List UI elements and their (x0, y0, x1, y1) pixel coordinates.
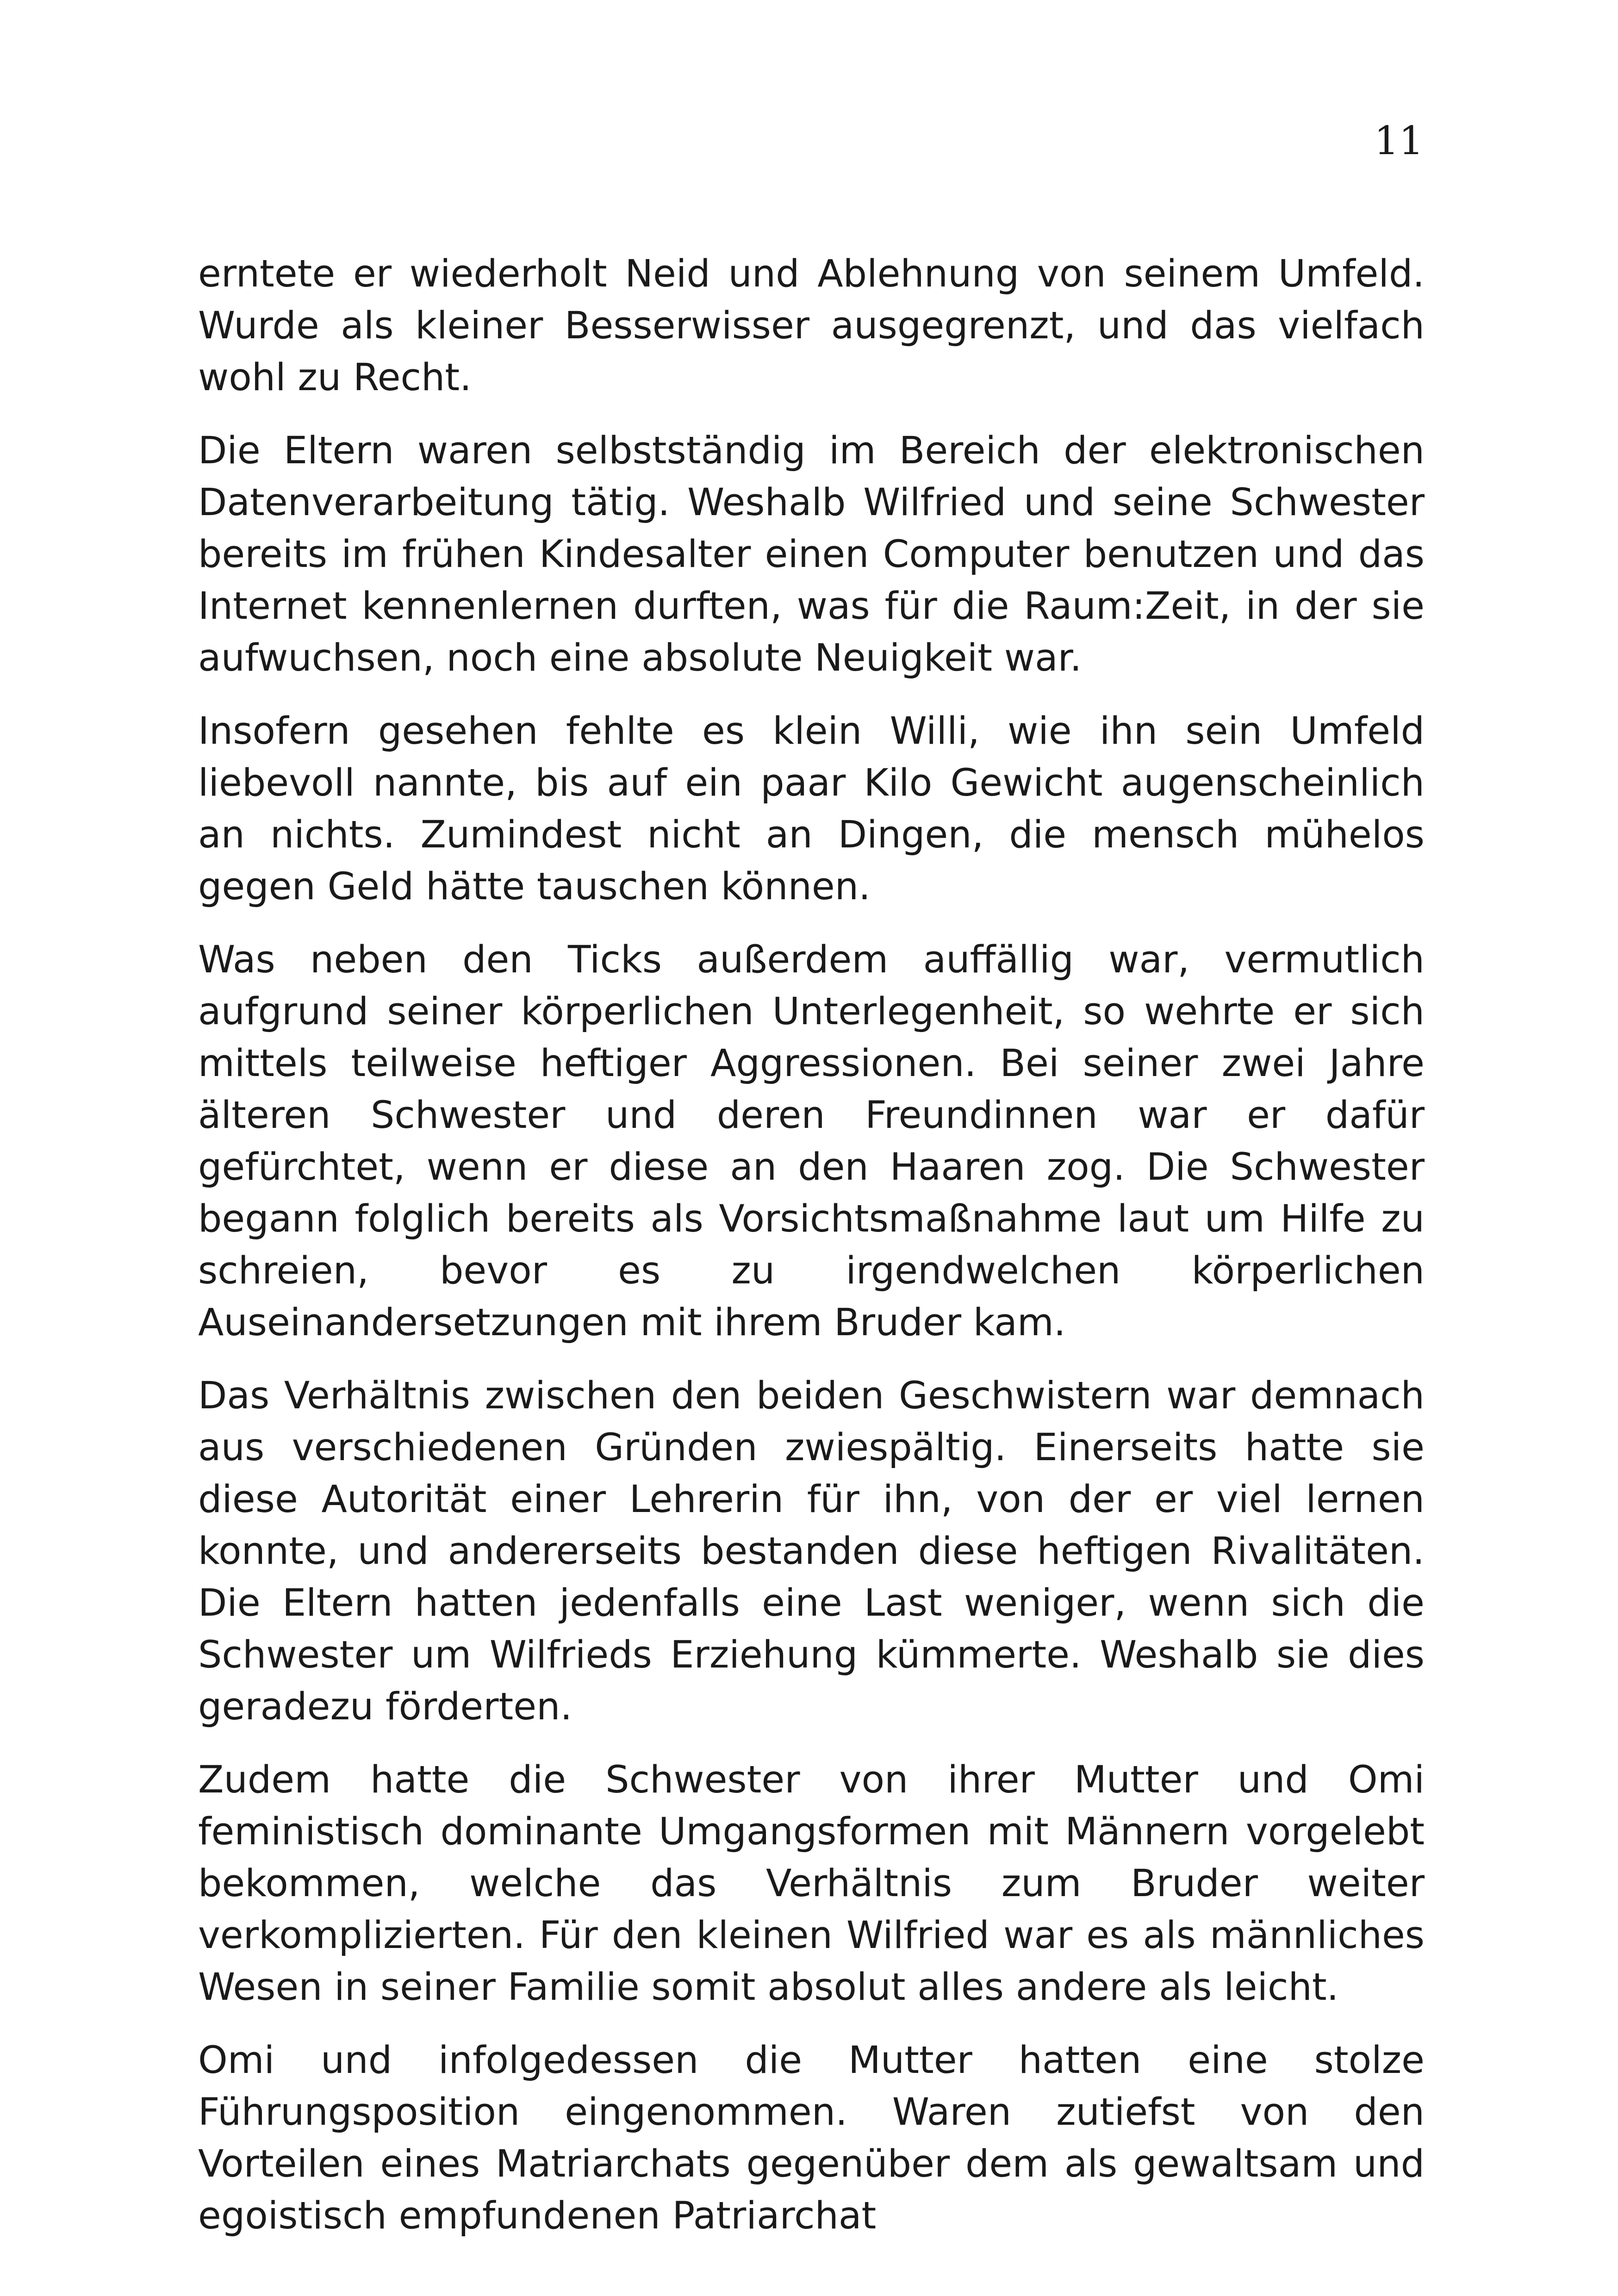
paragraph: Omi und infolgedessen die Mutter hatten eine stolze Führungsposition eingenommen. Waren zutiefst von den Vorteilen eines Matriarchats gegenüber dem als gewaltsam und egoistisch empfundenen Patriarchat (198, 2039, 1425, 2238)
paragraph: erntete er wiederholt Neid und Ablehnung von seinem Umfeld. Wurde als kleiner Besserwisser ausgegrenzt, und das vielfach wohl zu Recht. (198, 252, 1425, 399)
paragraph: Die Eltern waren selbstständig im Bereich der elektronischen Datenverarbeitung tätig. Weshalb Wilfried und seine Schwester bereits im frühen Kindesalter einen Computer benutzen und das Internet kennenlernen durften, was für die Raum:Zeit, in der sie aufwuchsen, noch eine absolute Neuigkeit war. (198, 429, 1425, 680)
paragraph: Das Verhältnis zwischen den beiden Geschwistern war demnach aus verschiedenen Gründen zwiespältig. Einerseits hatte sie diese Autorität einer Lehrerin für ihn, von der er viel lernen konnte, und andererseits bestanden diese heftigen Rivalitäten. Die Eltern hatten jedenfalls eine Last weniger, wenn sich die Schwester um Wilfrieds Erziehung kümmerte. Weshalb sie dies geradezu förderten. (198, 1374, 1425, 1729)
paragraph: Zudem hatte die Schwester von ihrer Mutter und Omi feministisch dominante Umgangsformen mit Männern vorgelebt bekommen, welche das Verhältnis zum Bruder weiter verkomplizierten. Für den kleinen Wilfried war es als männliches Wesen in seiner Familie somit absolut alles andere als leicht. (198, 1758, 1425, 2009)
paragraph: Was neben den Ticks außerdem auffällig war, vermutlich aufgrund seiner körperlichen Unterlegenheit, so wehrte er sich mittels teilweise heftiger Aggressionen. Bei seiner zwei Jahre älteren Schwester und deren Freundinnen war er dafür gefürchtet, wenn er diese an den Haaren zog. Die Schwester begann folglich bereits als Vorsichtsmaßnahme laut um Hilfe zu schreien, bevor es zu irgendwelchen körperlichen Auseinandersetzungen mit ihrem Bruder kam. (198, 938, 1425, 1344)
body-text (198, 248, 1425, 2242)
page-number: 11 (1374, 118, 1424, 163)
paragraph: Insofern gesehen fehlte es klein Willi, wie ihn sein Umfeld liebevoll nannte, bis auf ein paar Kilo Gewicht augenscheinlich an nichts. Zumindest nicht an Dingen, die mensch mühelos gegen Geld hätte tauschen können. (198, 709, 1425, 908)
